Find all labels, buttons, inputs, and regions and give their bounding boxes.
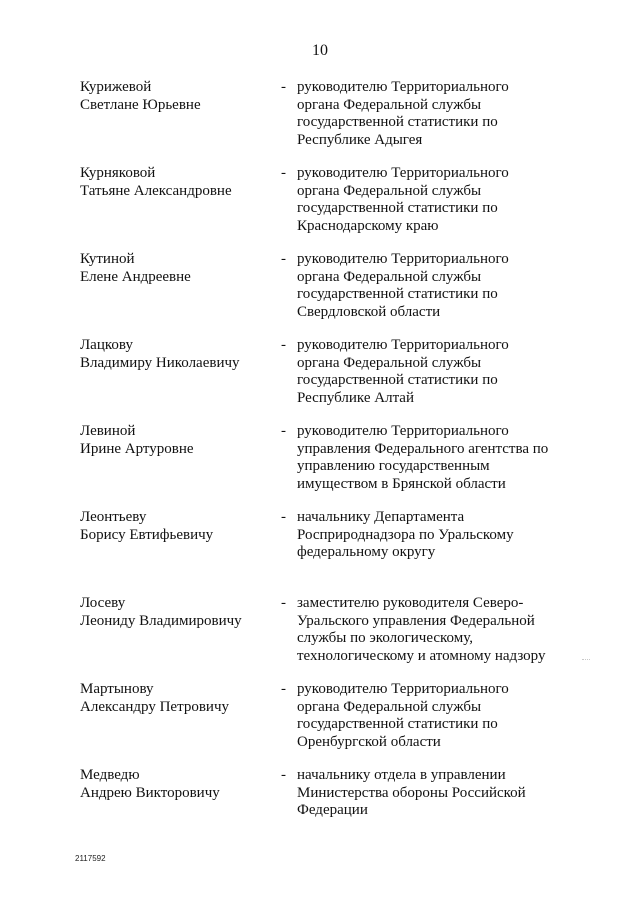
position-line: Свердловской области <box>297 303 441 320</box>
job-position <box>297 165 577 235</box>
position-line: Республике Адыгея <box>297 131 423 148</box>
list-item <box>0 79 640 165</box>
job-position <box>297 595 577 665</box>
person-surname: Лосеву <box>80 595 126 611</box>
position-line: органа Федеральной службы <box>297 182 482 199</box>
position-line: государственной статистики по <box>297 200 498 217</box>
position-line: органа Федеральной службы <box>297 96 482 113</box>
job-position <box>297 423 577 493</box>
separator-dash: - <box>281 767 286 783</box>
list-item <box>0 767 640 853</box>
person-given-name: Леониду Владимировичу <box>80 612 242 629</box>
person-given-name: Елене Андреевне <box>80 268 191 285</box>
person-surname: Лацкову <box>80 337 133 353</box>
position-line: руководителю Территориального <box>297 79 509 95</box>
position-line: федеральному округу <box>297 544 436 561</box>
list-item <box>0 681 640 767</box>
person-name <box>80 509 270 544</box>
position-line: государственной статистики по <box>297 114 498 131</box>
separator-dash: - <box>281 423 286 439</box>
page-number: 10 <box>312 42 328 59</box>
person-name <box>80 681 270 716</box>
person-given-name: Ирине Артуровне <box>80 440 194 457</box>
position-line: Краснодарскому краю <box>297 217 439 234</box>
job-position <box>297 337 577 407</box>
job-position <box>297 251 577 321</box>
position-line: Оренбургской области <box>297 733 441 750</box>
list-item <box>0 423 640 509</box>
job-position <box>297 79 577 149</box>
position-line: руководителю Территориального <box>297 681 509 697</box>
person-name <box>80 423 270 458</box>
person-surname: Медведю <box>80 767 140 783</box>
separator-dash: - <box>281 681 286 697</box>
person-surname: Леонтьеву <box>80 509 147 525</box>
position-line: технологическому и атомному надзору <box>297 647 546 664</box>
award-list <box>0 79 640 853</box>
person-given-name: Александру Петровичу <box>80 698 229 715</box>
separator-dash: - <box>281 595 286 611</box>
person-given-name: Владимиру Николаевичу <box>80 354 240 371</box>
position-line: начальнику отдела в управлении <box>297 767 506 783</box>
person-given-name: Борису Евтифьевичу <box>80 526 214 543</box>
separator-dash: - <box>281 509 286 525</box>
person-surname: Курняковой <box>80 165 156 181</box>
person-surname: Мартынову <box>80 681 154 697</box>
position-line: Росприроднадзора по Уральскому <box>297 526 514 543</box>
position-line: службы по экологическому, <box>297 630 473 647</box>
separator-dash: - <box>281 165 286 181</box>
position-line: имуществом в Брянской области <box>297 475 506 492</box>
position-line: руководителю Территориального <box>297 165 509 181</box>
position-line: органа Федеральной службы <box>297 698 482 715</box>
list-item <box>0 165 640 251</box>
position-line: государственной статистики по <box>297 286 498 303</box>
person-name <box>80 595 270 630</box>
margin-mark <box>582 659 590 661</box>
position-line: органа Федеральной службы <box>297 268 482 285</box>
person-given-name: Татьяне Александровне <box>80 182 232 199</box>
job-position <box>297 509 577 562</box>
position-line: Федерации <box>297 802 368 819</box>
position-line: руководителю Территориального <box>297 251 509 267</box>
position-line: государственной статистики по <box>297 372 498 389</box>
position-line: Министерства обороны Российской <box>297 784 526 801</box>
position-line: государственной статистики по <box>297 716 498 733</box>
position-line: Уральского управления Федеральной <box>297 612 535 629</box>
person-surname: Курижевой <box>80 79 152 95</box>
person-name <box>80 251 270 286</box>
person-name <box>80 767 270 802</box>
document-code: 2117592 <box>75 854 106 863</box>
job-position <box>297 767 577 820</box>
position-line: Республике Алтай <box>297 389 414 406</box>
person-name <box>80 79 270 114</box>
separator-dash: - <box>281 251 286 267</box>
person-name <box>80 337 270 372</box>
list-item <box>0 509 640 595</box>
list-item <box>0 251 640 337</box>
position-line: управлению государственным <box>297 458 490 475</box>
position-line: заместителю руководителя Северо- <box>297 595 524 611</box>
person-given-name: Андрею Викторовичу <box>80 784 220 801</box>
position-line: управления Федерального агентства по <box>297 440 549 457</box>
person-given-name: Светлане Юрьевне <box>80 96 201 113</box>
separator-dash: - <box>281 337 286 353</box>
list-item <box>0 337 640 423</box>
job-position <box>297 681 577 751</box>
position-line: руководителю Территориального <box>297 423 509 439</box>
position-line: органа Федеральной службы <box>297 354 482 371</box>
separator-dash: - <box>281 79 286 95</box>
person-surname: Левиной <box>80 423 136 439</box>
person-surname: Кутиной <box>80 251 135 267</box>
position-line: руководителю Территориального <box>297 337 509 353</box>
position-line: начальнику Департамента <box>297 509 465 525</box>
list-item <box>0 595 640 681</box>
person-name <box>80 165 270 200</box>
